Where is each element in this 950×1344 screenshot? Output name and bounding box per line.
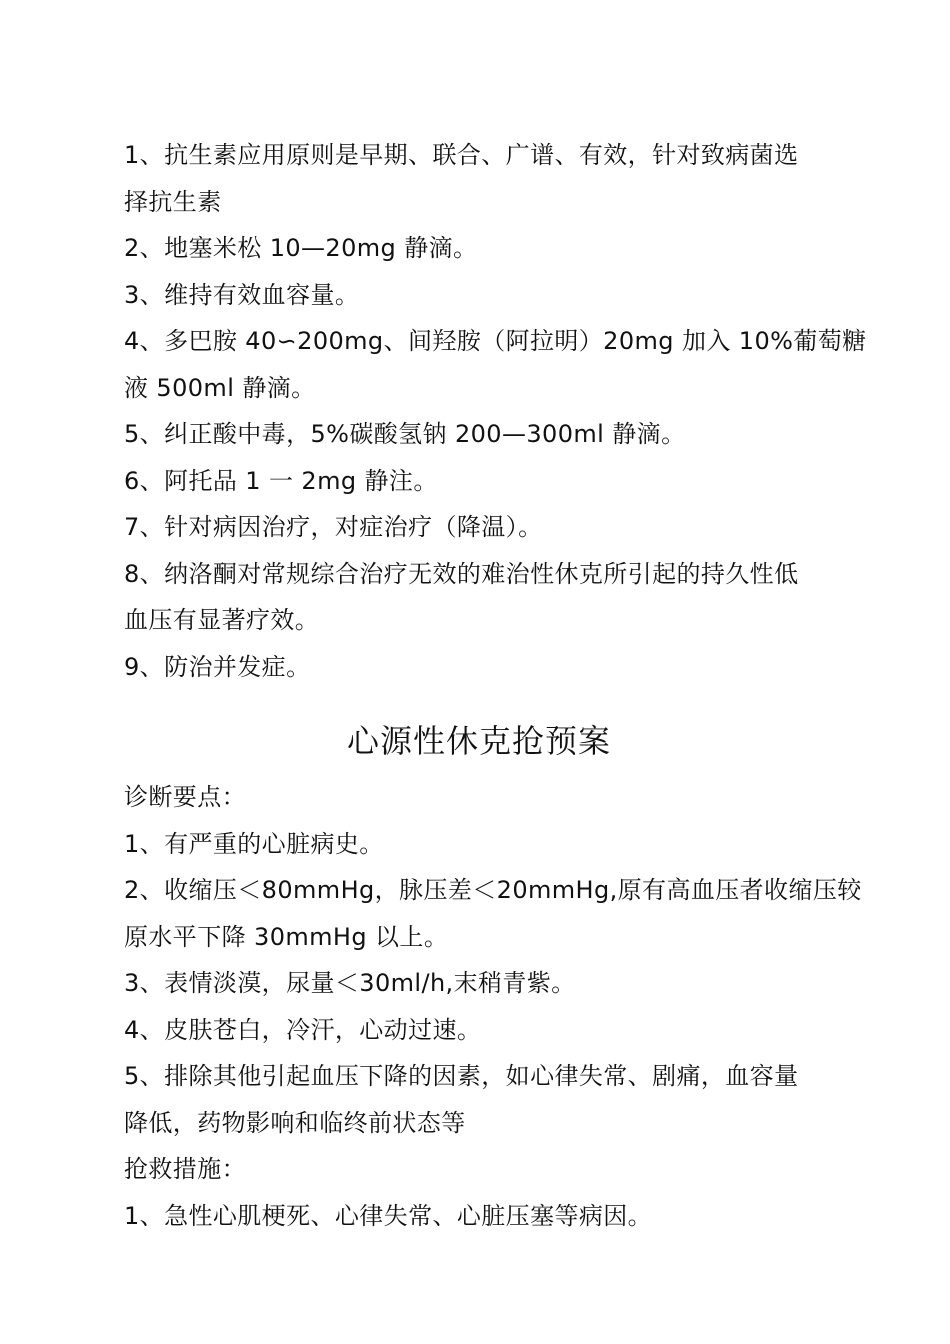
text-line: 6、阿托品 1 一 2mg 静注。 — [124, 466, 438, 495]
text-line: 5、纠正酸中毒，5%碳酸氢钠 200—300ml 静滴。 — [124, 420, 686, 448]
section-treatment-list — [124, 132, 867, 690]
section-cardiogenic-shock — [124, 774, 862, 1239]
text-line: 3、表情淡漠，尿量＜30ml/h,末稍青紫。 — [124, 969, 576, 997]
text-line: 择抗生素 — [124, 187, 222, 216]
text-line: 液 500ml 静滴。 — [124, 373, 316, 402]
text-line: 7、针对病因治疗，对症治疗（降温）。 — [124, 513, 543, 541]
text-line: 1、抗生素应用原则是早期、联合、广谱、有效，针对致病菌选 — [124, 141, 799, 169]
text-line: 血压有显著疗效。 — [124, 606, 320, 634]
text-line: 4、皮肤苍白，冷汗，心动过速。 — [124, 1015, 482, 1044]
text-line: 4、多巴胺 40∽200mg、间羟胺（阿拉明）20mg 加入 10%葡萄糖 — [124, 327, 867, 355]
text-line: 1、有严重的心脏病史。 — [124, 829, 384, 858]
text-line: 诊断要点： — [124, 783, 246, 811]
section-title: 心源性休克抢预案 — [346, 722, 611, 760]
text-line: 降低，药物影响和临终前状态等 — [124, 1108, 466, 1137]
document-body — [124, 132, 867, 1239]
text-line: 原水平下降 30mmHg 以上。 — [124, 922, 449, 951]
text-line: 5、排除其他引起血压下降的因素，如心律失常、剧痛，血容量 — [124, 1062, 799, 1090]
text-line: 9、防治并发症。 — [124, 652, 311, 681]
text-line: 抢救措施： — [124, 1155, 246, 1183]
text-line: 1、急性心肌梗死、心律失常、心脏压塞等病因。 — [124, 1201, 653, 1230]
text-line: 3、维持有效血容量。 — [124, 280, 360, 309]
text-line: 8、纳洛酮对常规综合治疗无效的难治性休克所引起的持久性低 — [124, 559, 799, 588]
text-line: 2、地塞米松 10—20mg 静滴。 — [124, 234, 478, 262]
text-line: 2、收缩压＜80mmHg，脉压差＜20mmHg,原有高血压者收缩压较 — [124, 876, 862, 904]
